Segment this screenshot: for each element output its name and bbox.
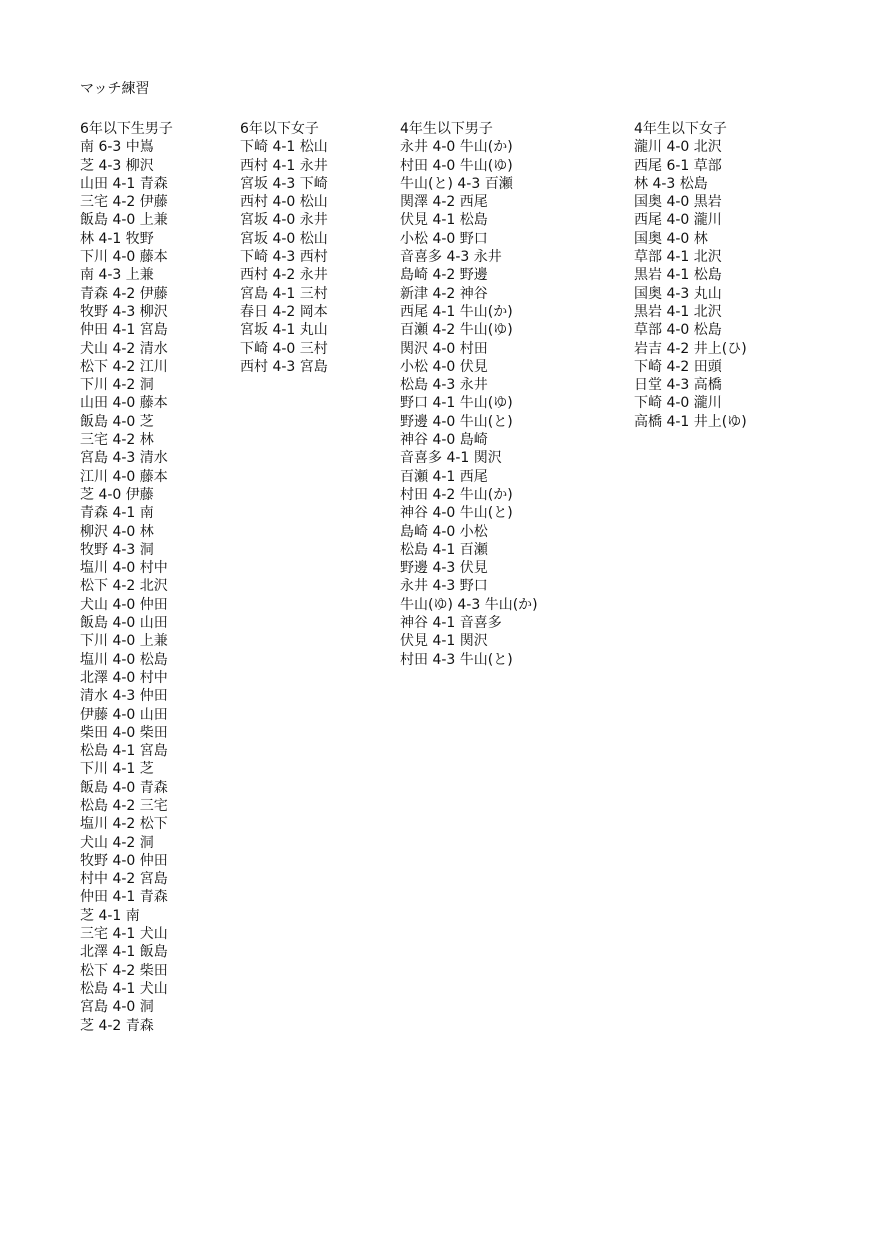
match-result: 松島 4-2 三宅 — [80, 797, 168, 814]
match-result: 西村 4-0 松山 — [240, 194, 328, 211]
match-result: 塩川 4-2 松下 — [80, 816, 168, 833]
match-result: 村田 4-3 牛山(と) — [400, 651, 513, 668]
match-result: 西尾 6-1 草部 — [634, 157, 722, 174]
match-result: 西尾 4-0 瀧川 — [634, 212, 722, 229]
match-result: 宮坂 4-0 松山 — [240, 230, 328, 247]
match-result: 西村 4-1 永井 — [240, 157, 328, 174]
match-result: 柳沢 4-0 林 — [80, 523, 154, 540]
match-result: 小松 4-0 野口 — [400, 230, 488, 247]
match-result: 伏見 4-1 関沢 — [400, 633, 488, 650]
match-result: 飯島 4-0 青森 — [80, 779, 168, 796]
match-result: 宮島 4-0 洞 — [80, 999, 154, 1016]
match-result: 松下 4-2 柴田 — [80, 962, 168, 979]
column-heading: 4年生以下男子 — [400, 121, 493, 137]
match-result: 下崎 4-3 西村 — [240, 249, 328, 266]
match-result: 芝 4-0 伊藤 — [80, 486, 154, 503]
match-result: 関沢 4-0 村田 — [400, 340, 488, 357]
match-result: 音喜多 4-3 永井 — [400, 249, 502, 266]
match-result: 黒岩 4-1 松島 — [634, 267, 722, 284]
column-boys-4th-and-under — [400, 120, 538, 669]
match-result: 瀧川 4-0 北沢 — [634, 139, 722, 156]
match-result: 高橋 4-1 井上(ゆ) — [634, 413, 747, 430]
match-result: 宮坂 4-3 下崎 — [240, 175, 328, 192]
match-result: 村田 4-0 牛山(ゆ) — [400, 157, 513, 174]
match-result: 野邊 4-0 牛山(と) — [400, 413, 513, 430]
match-result: 北澤 4-1 飯島 — [80, 944, 168, 961]
match-result: 西尾 4-1 牛山(か) — [400, 303, 513, 320]
match-result: 神谷 4-1 音喜多 — [400, 615, 502, 632]
match-result: 国奥 4-0 黒岩 — [634, 194, 722, 211]
column-boys-6th-and-under — [80, 120, 173, 1035]
match-result: 塩川 4-0 村中 — [80, 560, 168, 577]
match-result: 犬山 4-2 洞 — [80, 834, 154, 851]
match-result: 芝 4-1 南 — [80, 907, 140, 924]
match-result: 島崎 4-0 小松 — [400, 523, 488, 540]
match-result: 宮島 4-3 清水 — [80, 450, 168, 467]
match-result: 牧野 4-0 仲田 — [80, 852, 168, 869]
match-result: 柴田 4-0 柴田 — [80, 724, 168, 741]
match-result: 音喜多 4-1 関沢 — [400, 450, 502, 467]
match-result: 宮島 4-1 三村 — [240, 285, 328, 302]
match-result: 南 6-3 中嶌 — [80, 139, 154, 156]
match-result: 春日 4-2 岡本 — [240, 303, 328, 320]
match-result: 国奥 4-0 林 — [634, 230, 708, 247]
match-result: 永井 4-3 野口 — [400, 578, 488, 595]
match-result: 芝 4-3 柳沢 — [80, 157, 154, 174]
match-list — [240, 138, 328, 376]
match-result: 宮坂 4-0 永井 — [240, 212, 328, 229]
match-result: 牧野 4-3 洞 — [80, 541, 154, 558]
match-result: 清水 4-3 仲田 — [80, 688, 168, 705]
match-result: 下崎 4-0 三村 — [240, 340, 328, 357]
match-result: 芝 4-2 青森 — [80, 1017, 154, 1034]
match-result: 下崎 4-1 松山 — [240, 139, 328, 156]
match-result: 野邊 4-3 伏見 — [400, 560, 488, 577]
match-result: 神谷 4-0 島崎 — [400, 432, 488, 449]
match-result: 犬山 4-0 仲田 — [80, 596, 168, 613]
match-result: 永井 4-0 牛山(か) — [400, 139, 513, 156]
match-result: 神谷 4-0 牛山(と) — [400, 505, 513, 522]
match-result: 小松 4-0 伏見 — [400, 358, 488, 375]
match-result: 伊藤 4-0 山田 — [80, 706, 168, 723]
match-result: 飯島 4-0 上兼 — [80, 212, 168, 229]
match-result: 草部 4-0 松島 — [634, 322, 722, 339]
match-result: 下川 4-0 上兼 — [80, 633, 168, 650]
match-result: 宮坂 4-1 丸山 — [240, 322, 328, 339]
match-result: 林 4-1 牧野 — [80, 230, 154, 247]
match-result: 島崎 4-2 野邊 — [400, 267, 488, 284]
match-result: 牧野 4-3 柳沢 — [80, 303, 168, 320]
match-result: 松下 4-2 北沢 — [80, 578, 168, 595]
match-result: 青森 4-2 伊藤 — [80, 285, 168, 302]
column-girls-4th-and-under — [634, 120, 747, 431]
match-result: 仲田 4-1 青森 — [80, 889, 168, 906]
match-result: 松島 4-3 永井 — [400, 377, 488, 394]
match-result: 山田 4-0 藤本 — [80, 395, 168, 412]
match-list — [400, 138, 538, 669]
match-result: 野口 4-1 牛山(ゆ) — [400, 395, 513, 412]
match-result: 黒岩 4-1 北沢 — [634, 303, 722, 320]
match-result: 北澤 4-0 村中 — [80, 669, 168, 686]
column-girls-6th-and-under — [240, 120, 328, 376]
match-result: 下崎 4-0 瀧川 — [634, 395, 722, 412]
match-result: 百瀬 4-2 牛山(ゆ) — [400, 322, 513, 339]
match-result: 林 4-3 松島 — [634, 175, 708, 192]
document-title: マッチ練習 — [80, 81, 150, 97]
match-result: 仲田 4-1 宮島 — [80, 322, 168, 339]
match-result: 関澤 4-2 西尾 — [400, 194, 488, 211]
match-result: 松島 4-1 犬山 — [80, 980, 168, 997]
match-result: 下崎 4-2 田頭 — [634, 358, 722, 375]
match-result: 岩吉 4-2 井上(ひ) — [634, 340, 747, 357]
match-result: 伏見 4-1 松島 — [400, 212, 488, 229]
match-result: 江川 4-0 藤本 — [80, 468, 168, 485]
match-result: 牛山(ゆ) 4-3 牛山(か) — [400, 596, 538, 613]
match-result: 松島 4-1 百瀬 — [400, 541, 488, 558]
match-list — [80, 138, 173, 1035]
column-heading: 6年以下生男子 — [80, 121, 173, 137]
match-result: 南 4-3 上兼 — [80, 267, 154, 284]
match-result: 村田 4-2 牛山(か) — [400, 486, 513, 503]
match-result: 国奥 4-3 丸山 — [634, 285, 722, 302]
match-result: 飯島 4-0 芝 — [80, 413, 154, 430]
match-result: 青森 4-1 南 — [80, 505, 154, 522]
column-heading: 6年以下女子 — [240, 121, 319, 137]
column-heading: 4年生以下女子 — [634, 121, 727, 137]
match-result: 松島 4-1 宮島 — [80, 743, 168, 760]
match-result: 牛山(と) 4-3 百瀬 — [400, 175, 513, 192]
match-result: 塩川 4-0 松島 — [80, 651, 168, 668]
match-result: 松下 4-2 江川 — [80, 358, 168, 375]
match-result: 下川 4-2 洞 — [80, 377, 154, 394]
match-result: 犬山 4-2 清水 — [80, 340, 168, 357]
match-result: 百瀬 4-1 西尾 — [400, 468, 488, 485]
match-list — [634, 138, 747, 431]
match-result: 三宅 4-1 犬山 — [80, 926, 168, 943]
match-result: 三宅 4-2 伊藤 — [80, 194, 168, 211]
match-result: 下川 4-0 藤本 — [80, 249, 168, 266]
match-result: 三宅 4-2 林 — [80, 432, 154, 449]
match-result: 飯島 4-0 山田 — [80, 615, 168, 632]
match-result: 西村 4-2 永井 — [240, 267, 328, 284]
match-result: 下川 4-1 芝 — [80, 761, 154, 778]
match-result: 新津 4-2 神谷 — [400, 285, 488, 302]
match-result: 西村 4-3 宮島 — [240, 358, 328, 375]
match-result: 村中 4-2 宮島 — [80, 871, 168, 888]
match-result: 山田 4-1 青森 — [80, 175, 168, 192]
match-result: 日堂 4-3 高橋 — [634, 377, 722, 394]
match-result: 草部 4-1 北沢 — [634, 249, 722, 266]
